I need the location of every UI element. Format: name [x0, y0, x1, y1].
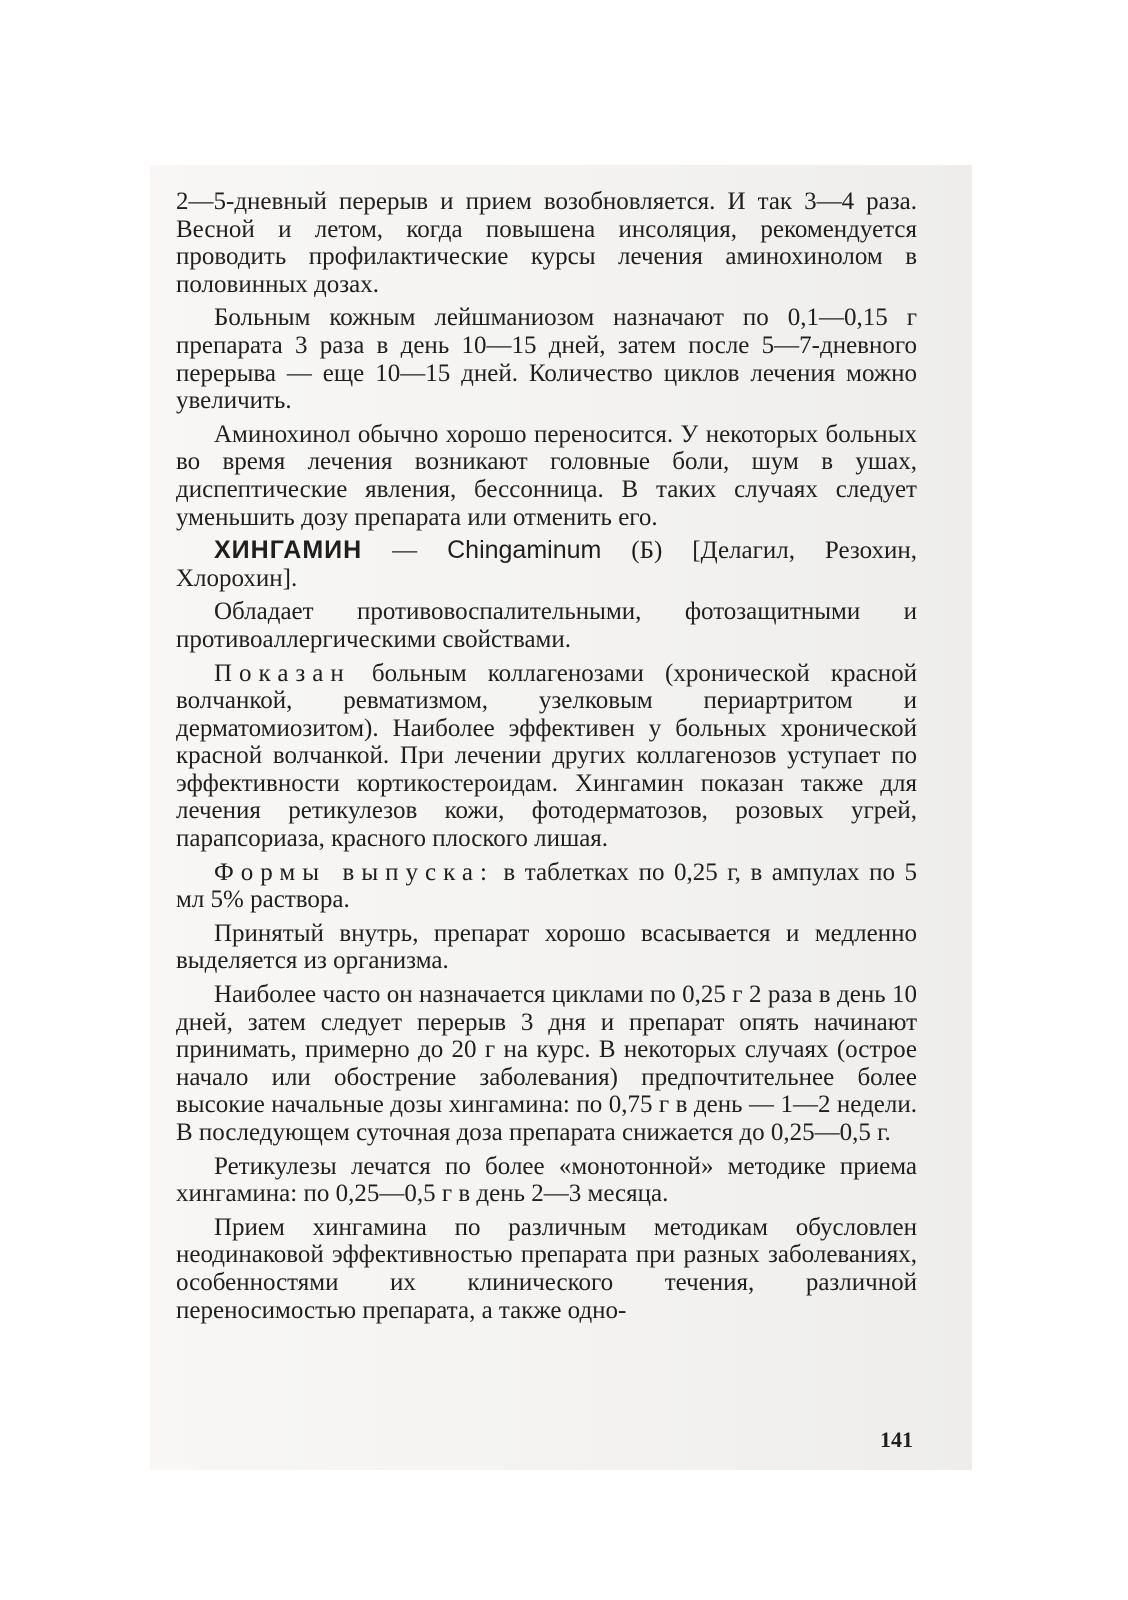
indications-paragraph: [176, 660, 917, 853]
forms-text: в таблетках по 0,25 г, в ампулах по 5 мл 5% раствора.: [176, 858, 917, 914]
forms-label: Формы выпуска:: [214, 858, 494, 886]
drug-entry-heading: [176, 537, 917, 592]
drug-dash: —: [362, 537, 448, 565]
paragraph: Аминохинол обычно хорошо переносится. У некоторых больных во время лечения возникают головные боли, шум в ушах, диспептические явления, бессонница. В таких случаях следует уменьшить дозу препарата или отменить его.: [176, 420, 917, 531]
forms-paragraph: [176, 859, 917, 914]
paragraph: Принятый внутрь, препарат хорошо всасывается и медленно выделяется из организма.: [176, 919, 917, 975]
paragraph: Прием хингамина по различным методикам обусловлен неодинаковой эффективностью препарата при разных заболеваниях, особенностями их клинического течения, различной переносимостью препарата, а также одно-: [176, 1213, 917, 1324]
page-number: 141: [880, 1427, 913, 1452]
paragraph: Больным кожным лейшманиозом назначают по 0,1—0,15 г препарата 3 раза в день 10—15 дней, затем после 5—7-дневного перерыва — еще 10—15 дней. Количество циклов лечения можно увеличить.: [176, 304, 917, 415]
drug-synonyms: (Б) [Делагил, Резохин, Хлорохин].: [176, 537, 918, 592]
indications-label: Показан: [214, 659, 351, 687]
paragraph: 2—5-дневный перерыв и прием возобновляется. И так 3—4 раза. Весной и летом, когда повышена инсоляция, рекомендуется проводить профилактические курсы лечения аминохинолом в половинных дозах.: [176, 188, 917, 298]
drug-name: ХИНГАМИН: [214, 536, 363, 565]
paragraph: Обладает противовоспалительными, фотозащитными и противоаллергическими свойствами.: [176, 598, 917, 653]
indications-text: больным коллагенозами (хронической красной волчанкой, ревматизмом, узелковым периартритом и дерматомиозитом). Наиболее эффективен у больных хронической красной волчанкой. При лечении других коллагенозов уступает по эффективности кортикостероидам. Хингамин показан также для лечения ретикулезов кожи, фотодерматозов, розовых угрей, парапсориаза, красного плоского лишая.: [176, 659, 917, 853]
body-text: [176, 188, 917, 1330]
paragraph: Ретикулезы лечатся по более «монотонной» методике приема хингамина: по 0,25—0,5 г в день 2—3 месяца.: [176, 1152, 917, 1208]
drug-latin-name: Chingaminum: [447, 536, 602, 565]
paragraph: Наиболее часто он назначается циклами по 0,25 г 2 раза в день 10 дней, затем следует перерыв 3 дня и препарат опять начинают принимать, примерно до 20 г на курс. В некоторых случаях (острое начало или обострение заболевания) предпочтительнее более высокие начальные дозы хингамина: по 0,75 г в день — 1—2 недели. В последующем суточная доза препарата снижается до 0,25—0,5 г.: [176, 981, 917, 1146]
